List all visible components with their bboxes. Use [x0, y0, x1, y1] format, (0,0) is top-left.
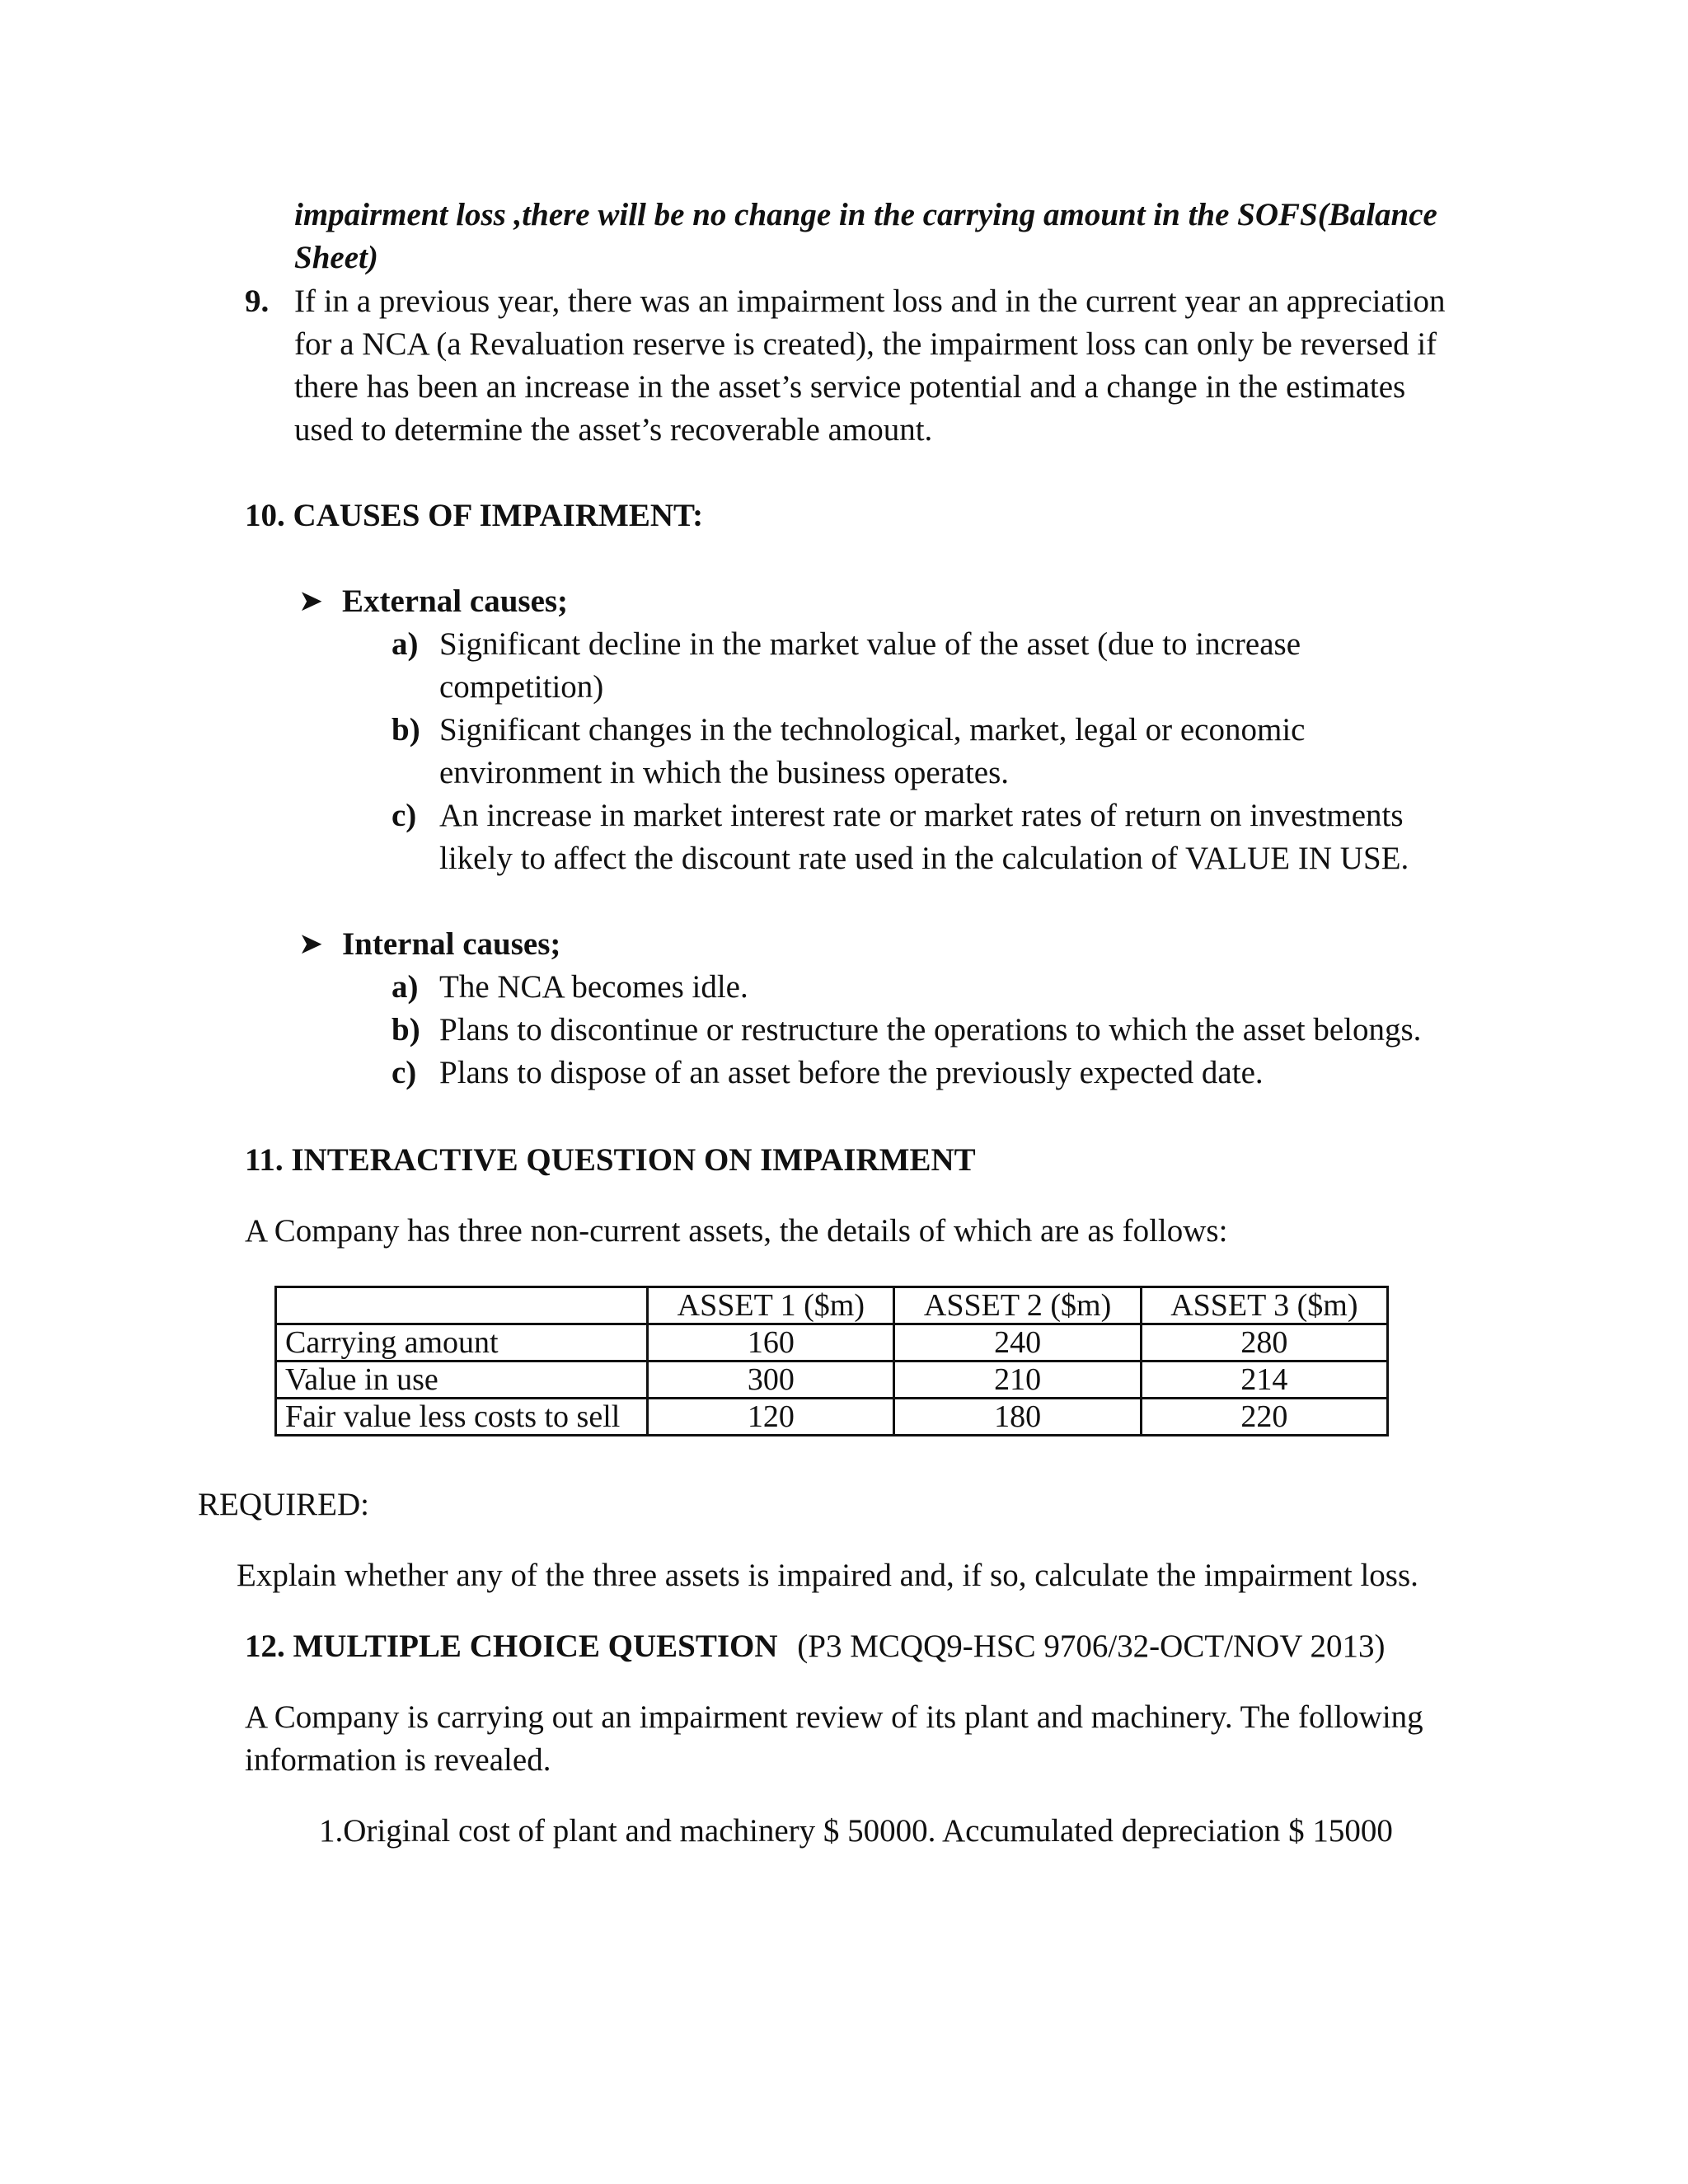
table-header-cell [276, 1287, 648, 1324]
external-item-b-line-1: Significant changes in the technological, market, legal or economic [439, 712, 1306, 748]
table-row-label: Value in use [276, 1361, 648, 1399]
bullet-arrow-icon: ➤ [298, 584, 324, 617]
item-9-line-3: there has been an increase in the asset’s service potential and a change in the estimates [294, 369, 1406, 405]
table-header-cell: ASSET 3 ($m) [1141, 1287, 1387, 1324]
internal-item-b-text: Plans to discontinue or restructure the operations to which the asset belongs. [439, 1012, 1422, 1047]
item-9-line-4: used to determine the asset’s recoverable amount. [294, 412, 933, 448]
table-row [276, 1324, 1388, 1361]
table-cell: 240 [894, 1324, 1141, 1361]
internal-item-b-label: b) [392, 1012, 420, 1047]
required-label: REQUIRED: [198, 1487, 369, 1522]
assets-table [274, 1286, 1389, 1436]
section-12-para-line-1: A Company is carrying out an impairment review of its plant and machinery. The following [245, 1699, 1423, 1735]
intro-line-1: impairment loss ,there will be no change in the carrying amount in the SOFS(Balance [294, 197, 1437, 232]
external-item-c-label: c) [392, 798, 417, 833]
table-row [276, 1399, 1388, 1436]
internal-item-c-label: c) [392, 1055, 417, 1090]
table-row-label: Carrying amount [276, 1324, 648, 1361]
item-9-number: 9. [245, 284, 270, 319]
table-cell: 210 [894, 1361, 1141, 1399]
internal-item-a-text: The NCA becomes idle. [439, 969, 748, 1005]
table-header-row [276, 1287, 1388, 1324]
table-cell: 300 [648, 1361, 894, 1399]
external-item-a-label: a) [392, 626, 419, 662]
external-item-a-line-1: Significant decline in the market value of the asset (due to increase [439, 626, 1301, 662]
table-cell: 280 [1141, 1324, 1387, 1361]
section-12-heading: 12. MULTIPLE CHOICE QUESTION [245, 1629, 778, 1664]
external-causes-title: External causes; [342, 583, 569, 619]
section-11-heading: 11. INTERACTIVE QUESTION ON IMPAIRMENT [245, 1142, 976, 1178]
table-header-cell: ASSET 2 ($m) [894, 1287, 1141, 1324]
table-header-cell: ASSET 1 ($m) [648, 1287, 894, 1324]
table-cell: 180 [894, 1399, 1141, 1436]
table-row [276, 1361, 1388, 1399]
section-12-point-1: 1.Original cost of plant and machinery $ 50000. Accumulated depreciation $ 15000 [319, 1813, 1393, 1849]
table-cell: 220 [1141, 1399, 1387, 1436]
item-9-line-1: If in a previous year, there was an impairment loss and in the current year an appreciation [294, 284, 1446, 319]
section-12-heading-line [245, 1625, 1386, 1668]
item-9-line-2: for a NCA (a Revaluation reserve is created), the impairment loss can only be reversed if [294, 326, 1437, 362]
external-item-a-line-2: competition) [439, 669, 604, 705]
table-cell: 120 [648, 1399, 894, 1436]
required-text: Explain whether any of the three assets is impaired and, if so, calculate the impairment loss. [237, 1558, 1418, 1593]
intro-line-2: Sheet) [294, 240, 378, 275]
external-item-c-line-2: likely to affect the discount rate used in the calculation of VALUE IN USE. [439, 841, 1409, 876]
table-row-label: Fair value less costs to sell [276, 1399, 648, 1436]
bullet-arrow-icon: ➤ [298, 927, 324, 960]
section-11-intro: A Company has three non-current assets, the details of which are as follows: [245, 1213, 1228, 1249]
table-cell: 160 [648, 1324, 894, 1361]
section-12-reference: (P3 MCQQ9-HSC 9706/32-OCT/NOV 2013) [797, 1629, 1386, 1664]
internal-item-a-label: a) [392, 969, 419, 1005]
section-12-para-line-2: information is revealed. [245, 1742, 551, 1778]
table-cell: 214 [1141, 1361, 1387, 1399]
external-item-b-label: b) [392, 712, 420, 748]
section-10-heading: 10. CAUSES OF IMPAIRMENT: [245, 498, 704, 533]
external-item-b-line-2: environment in which the business operates. [439, 755, 1010, 790]
internal-causes-title: Internal causes; [342, 926, 561, 962]
internal-item-c-text: Plans to dispose of an asset before the previously expected date. [439, 1055, 1264, 1090]
external-item-c-line-1: An increase in market interest rate or market rates of return on investments [439, 798, 1404, 833]
